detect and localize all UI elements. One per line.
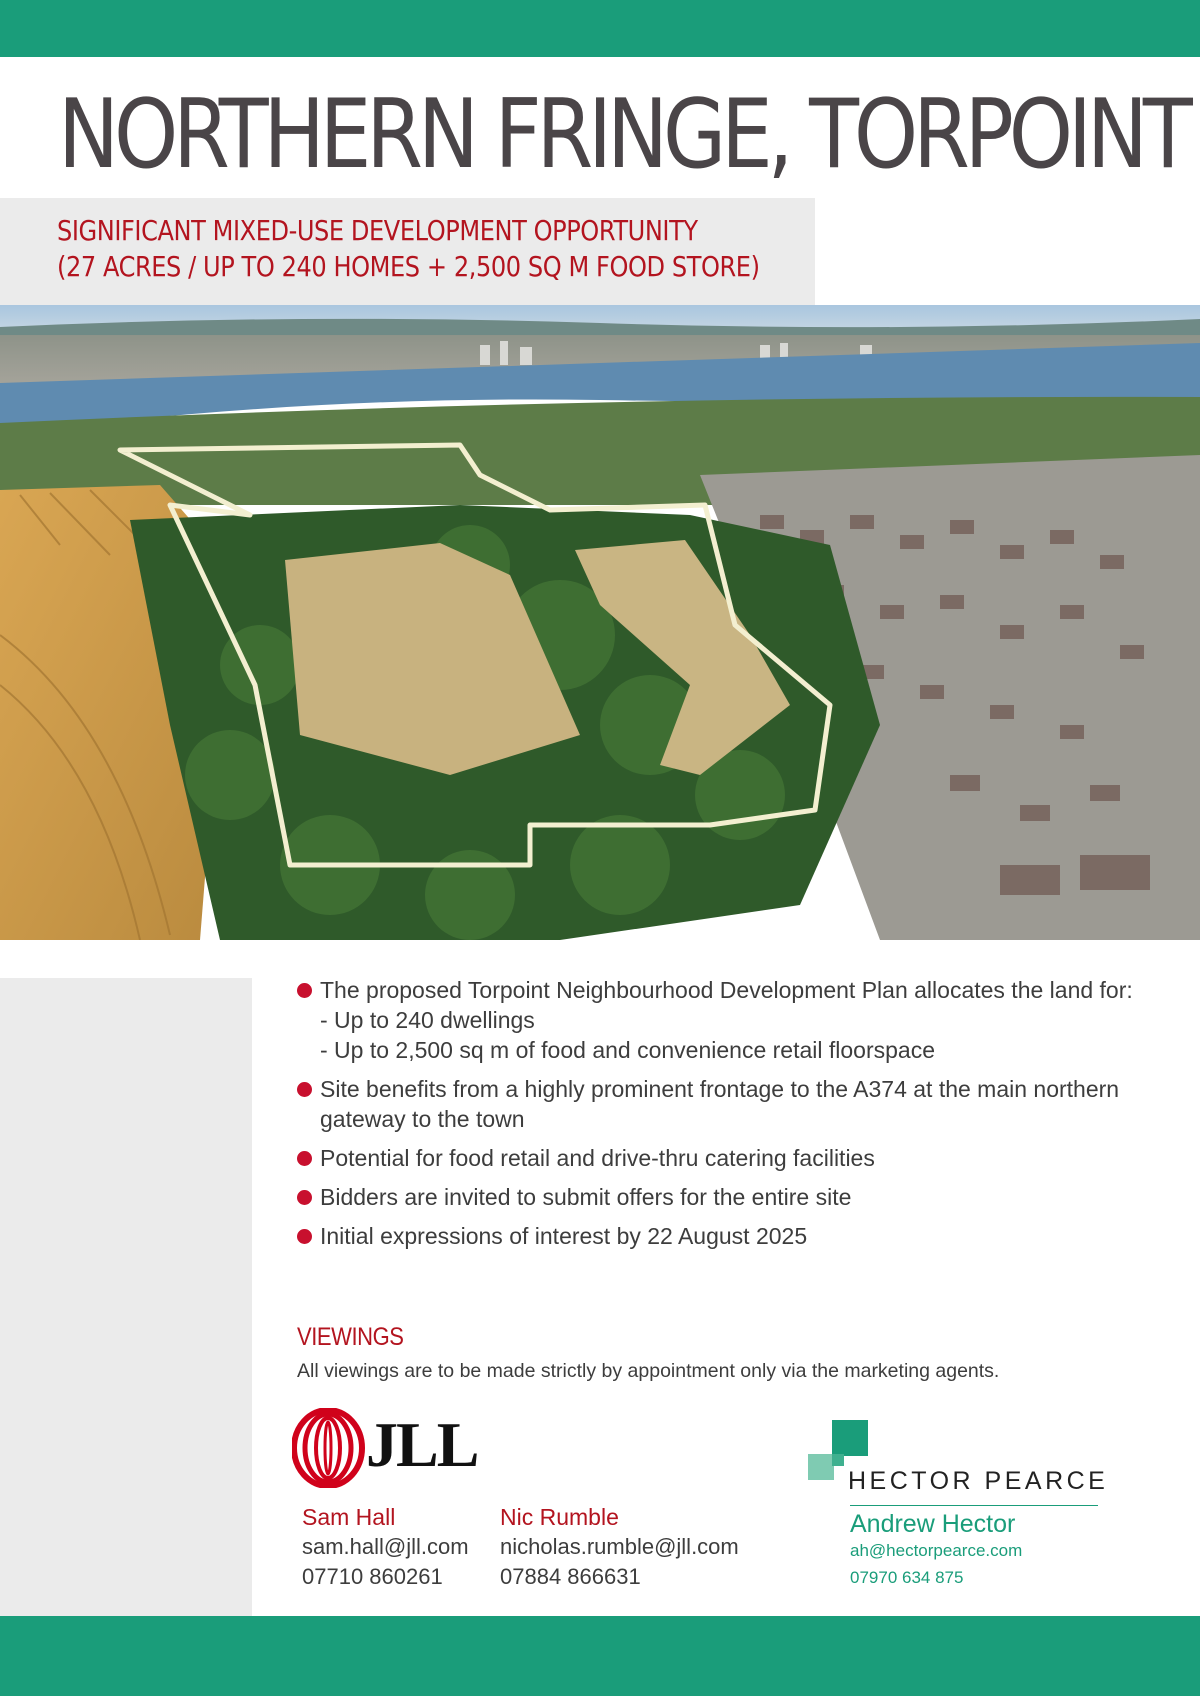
contact-sam-hall <box>302 1502 469 1592</box>
bullet-dot-icon <box>297 1082 312 1097</box>
subtitle-line-2: (27 ACRES / UP TO 240 HOMES + 2,500 SQ M FOOD STORE) <box>57 250 760 283</box>
contact-name: Nic Rumble <box>500 1504 619 1530</box>
bullet-dot-icon <box>297 1151 312 1166</box>
bullet-dot-icon <box>297 983 312 998</box>
page-title: NORTHERN FRINGE, TORPOINT <box>58 80 1188 190</box>
bullet-text: Bidders are invited to submit offers for the entire site <box>320 1184 852 1210</box>
list-item <box>297 1221 1177 1251</box>
jll-logo-text: JLL <box>366 1409 478 1480</box>
contact-email[interactable]: nicholas.rumble@jll.com <box>500 1534 739 1559</box>
list-item <box>297 1074 1177 1134</box>
sub-item-dwellings: - Up to 240 dwellings <box>320 1007 535 1033</box>
contact-phone[interactable]: 07710 860261 <box>302 1564 443 1589</box>
contact-andrew-hector-phone[interactable]: 07970 634 875 <box>850 1568 964 1587</box>
list-item <box>297 975 1177 1065</box>
top-color-band <box>0 0 1200 57</box>
bullet-dot-icon <box>297 1229 312 1244</box>
divider <box>850 1505 1098 1506</box>
bottom-color-band <box>0 1616 1200 1696</box>
contact-name: Sam Hall <box>302 1504 396 1530</box>
left-grey-panel <box>0 978 252 1616</box>
aerial-site-photo <box>0 305 1200 940</box>
contact-email[interactable]: sam.hall@jll.com <box>302 1534 469 1559</box>
contact-nic-rumble <box>500 1502 739 1592</box>
viewings-text: All viewings are to be made strictly by appointment only via the marketing agents. <box>297 1360 1000 1382</box>
viewings-heading: VIEWINGS <box>297 1323 404 1351</box>
contact-andrew-hector-email[interactable]: ah@hectorpearce.com <box>850 1541 1023 1560</box>
bullet-text: Initial expressions of interest by 22 August 2025 <box>320 1223 808 1249</box>
sub-item-retail: - Up to 2,500 sq m of food and convenience retail floorspace <box>320 1037 935 1063</box>
contact-andrew-hector-name: Andrew Hector <box>850 1510 1016 1538</box>
subtitle-line-1: SIGNIFICANT MIXED-USE DEVELOPMENT OPPORTUNITY <box>57 214 698 247</box>
bullet-text: The proposed Torpoint Neighbourhood Development Plan allocates the land for: <box>320 977 1133 1003</box>
key-points-list <box>297 975 1177 1260</box>
hector-pearce-logo-text: HECTOR PEARCE <box>848 1467 1109 1495</box>
bullet-text: Site benefits from a highly prominent frontage to the A374 at the main northern gateway to the town <box>320 1076 1120 1132</box>
contact-phone[interactable]: 07884 866631 <box>500 1564 641 1589</box>
bullet-text: Potential for food retail and drive-thru catering facilities <box>320 1145 875 1171</box>
bullet-dot-icon <box>297 1190 312 1205</box>
list-item <box>297 1182 1177 1212</box>
list-item <box>297 1143 1177 1173</box>
